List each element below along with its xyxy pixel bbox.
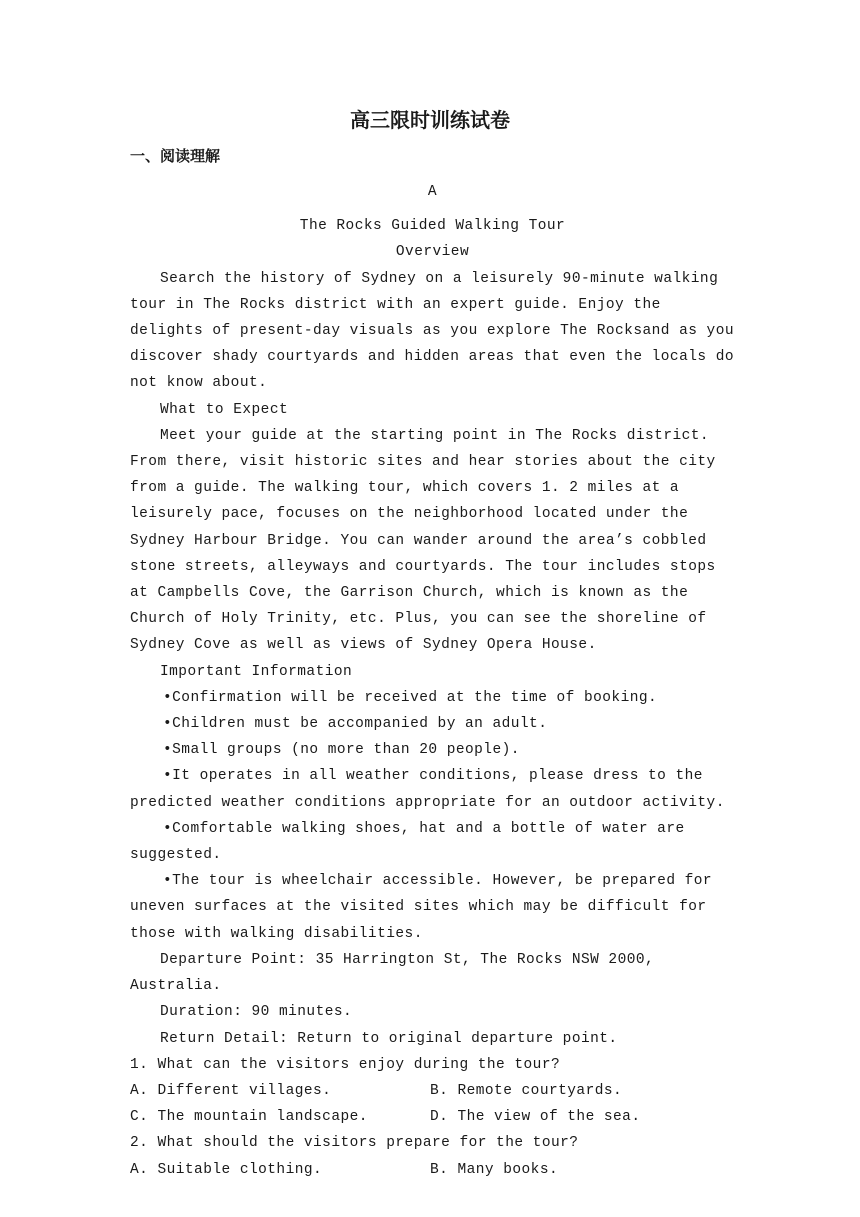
overview-heading: Overview: [395, 244, 470, 261]
page-title: 高三限时训练试卷: [350, 108, 510, 132]
option-row: [130, 1157, 735, 1183]
info-item: •The tour is wheelchair accessible. However, be prepared for uneven surfaces at the visited sites which may be difficult for those with walking disabilities.: [130, 873, 713, 942]
overview-paragraph: Search the history of Sydney on a leisurely 90-minute walking tour in The Rocks district with an expert guide. Enjoy the delights of present-day visuals as you explore The Rocksand as you discover shady courtyards and hidden areas that even the locals do not know about.: [130, 270, 734, 392]
option-row: [130, 1104, 735, 1130]
departure-point: Departure Point: 35 Harrington St, The Rocks NSW 2000, Australia.: [130, 951, 655, 995]
info-heading: Important Information: [160, 663, 353, 680]
passage-a: [130, 179, 735, 1183]
info-item: •Comfortable walking shoes, hat and a bottle of water are suggested.: [130, 820, 685, 864]
option-a: A. Different villages.: [130, 1082, 332, 1099]
info-item: •Confirmation will be received at the time of booking.: [163, 689, 658, 706]
question-stem: 2. What should the visitors prepare for the tour?: [130, 1135, 579, 1152]
section-heading: 一、阅读理解: [130, 147, 221, 165]
passage-label: A: [427, 184, 438, 200]
info-item: •Children must be accompanied by an adult.: [163, 716, 548, 733]
option-c: C. The mountain landscape.: [130, 1109, 368, 1126]
option-b: B. Many books.: [430, 1161, 559, 1178]
passage-title: The Rocks Guided Walking Tour: [299, 218, 566, 235]
option-b: B. Remote courtyards.: [430, 1082, 623, 1099]
option-a: A. Suitable clothing.: [130, 1161, 323, 1178]
expect-heading: What to Expect: [160, 401, 289, 418]
option-row: [130, 1078, 735, 1104]
duration: Duration: 90 minutes.: [160, 1004, 353, 1021]
return-detail: Return Detail: Return to original departure point.: [160, 1030, 618, 1047]
option-d: D. The view of the sea.: [430, 1109, 641, 1126]
expect-paragraph: Meet your guide at the starting point in The Rocks district. From there, visit historic sites and hear stories about the city from a guide. The walking tour, which covers 1. 2 miles at a leisurely pace, focuses on the neighborhood located under the Sydney Harbour Bridge. You can wander around the area’s cobbled stone streets, alleyways and courtyards. The tour includes stops at Campbells Cove, the Garrison Church, which is known as the Church of Holy Trinity, etc. Plus, you can see the shoreline of Sydney Cove as well as views of Sydney Opera House.: [130, 427, 716, 654]
info-item: •It operates in all weather conditions, please dress to the predicted weather conditions appropriate for an outdoor activity.: [130, 768, 725, 811]
info-item: •Small groups (no more than 20 people).: [163, 742, 520, 759]
question-stem: 1. What can the visitors enjoy during the tour?: [130, 1056, 561, 1073]
